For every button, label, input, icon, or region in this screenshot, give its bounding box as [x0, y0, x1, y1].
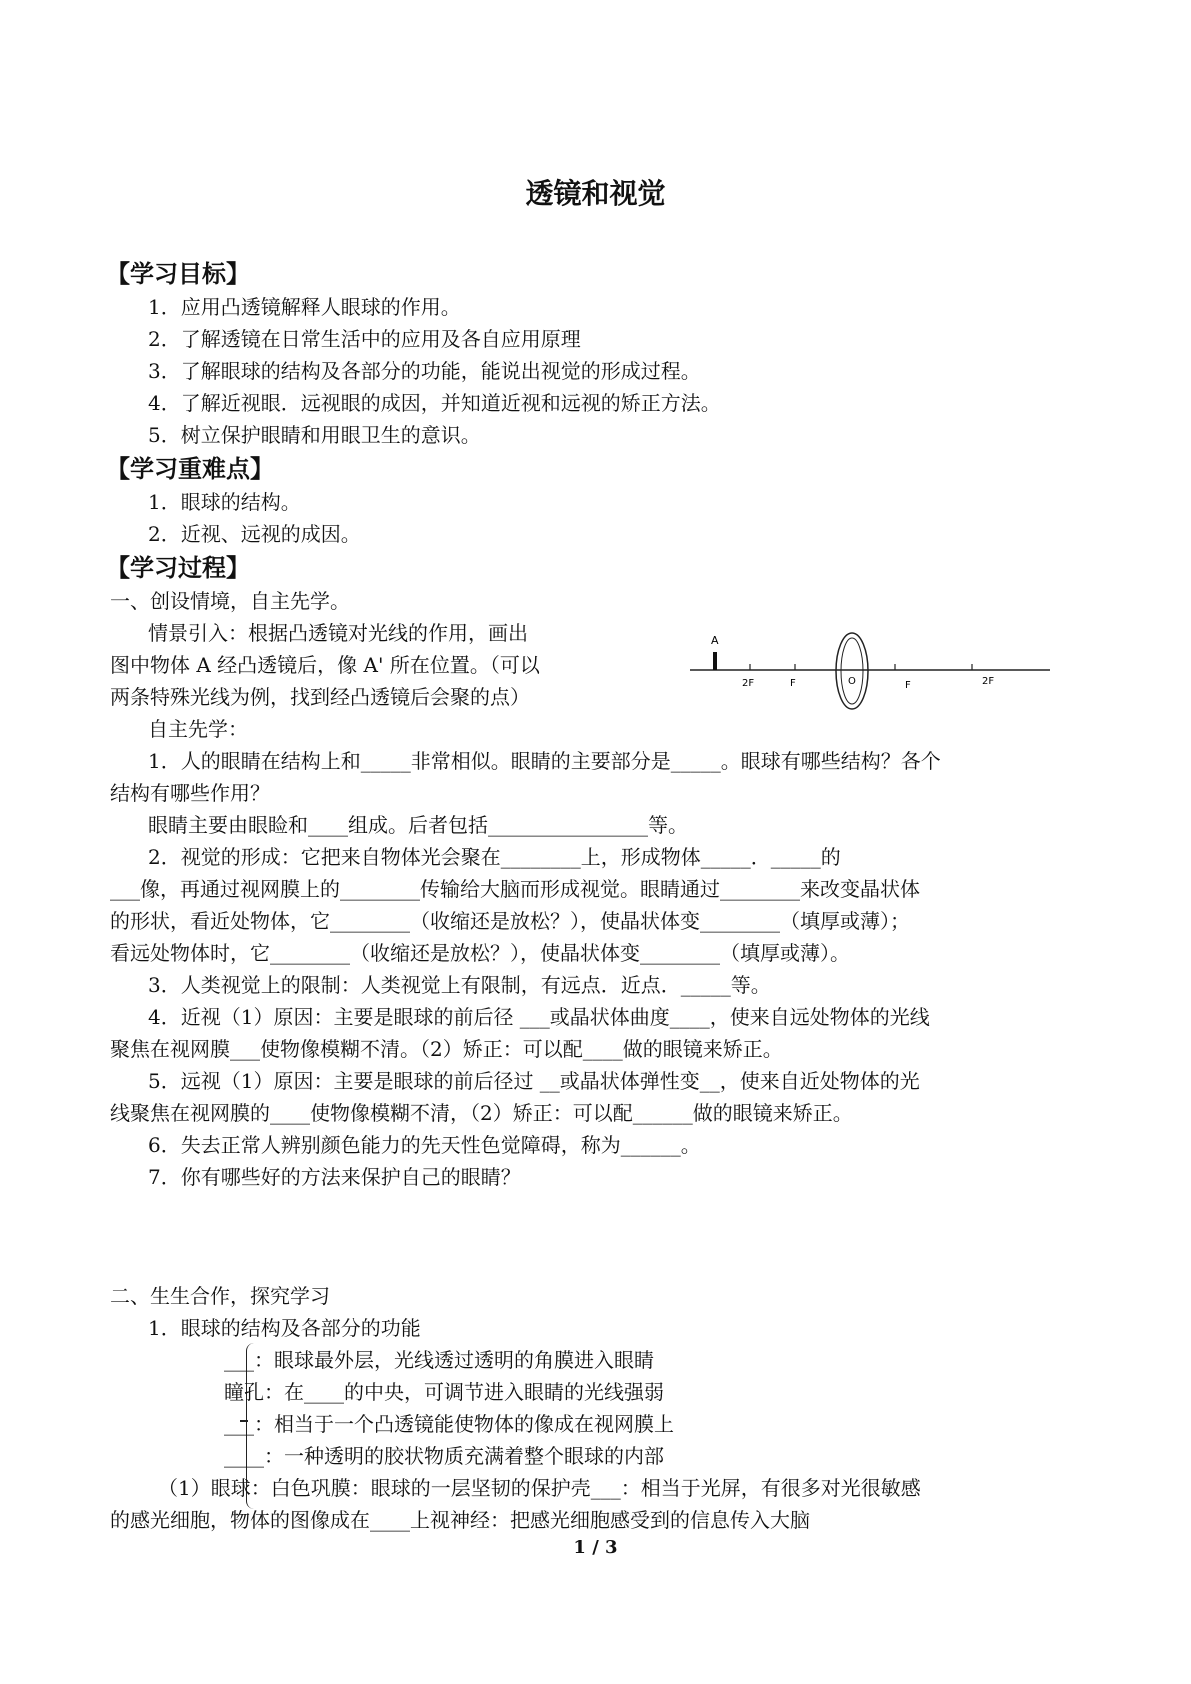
- part2-item: 1．眼球的结构及各部分的功能: [148, 1316, 421, 1340]
- label-2f-left: 2F: [742, 678, 755, 689]
- object-label: A: [711, 634, 719, 647]
- question-line: 聚焦在视网膜___使物像模糊不清。（2）矫正：可以配____做的眼镜来矫正。: [110, 1037, 783, 1061]
- goals-header: 【学习目标】: [106, 260, 250, 288]
- part2-heading: 二、生生合作，探究学习: [110, 1284, 330, 1308]
- key-header: 【学习重难点】: [106, 455, 274, 483]
- goal-item: 1．应用凸透镜解释人眼球的作用。: [148, 295, 461, 319]
- question-line: 线聚焦在视网膜的____使物像模糊不清，（2）矫正：可以配______做的眼镜来矫正。: [110, 1101, 853, 1125]
- process-header: 【学习过程】: [106, 554, 250, 582]
- self-study-label: 自主先学：: [148, 717, 248, 741]
- object-arrow: [713, 652, 717, 670]
- structure-row: ____：一种透明的胶状物质充满着整个眼球的内部: [224, 1444, 664, 1468]
- question-line: 6．失去正常人辨别颜色能力的先天性色觉障碍，称为______。: [148, 1133, 701, 1157]
- eyeball-line: （1）眼球：白色巩膜：眼球的一层坚韧的保护壳___：相当于光屏，有很多对光很敏感: [158, 1476, 921, 1500]
- question-line: 眼睛主要由眼睑和____组成。后者包括________________等。: [148, 813, 688, 837]
- question-line: 2．视觉的形成：它把来自物体光会聚在________上，形成物体_____．_____的: [148, 845, 841, 869]
- question-line: 4．近视（1）原因：主要是眼球的前后径 ___或晶状体曲度____，使来自远处物体的光线: [148, 1005, 930, 1029]
- label-2f-right: 2F: [982, 676, 995, 687]
- question-line: 看远处物体时，它________（收缩还是放松？），使晶状体变________（填厚或薄）。: [110, 941, 850, 965]
- intro-line: 图中物体 A 经凸透镜后，像 A' 所在位置。（可以: [110, 653, 540, 677]
- question-line: ___像，再通过视网膜上的________传输给大脑而形成视觉。眼睛通过________来改变晶状体: [110, 877, 920, 901]
- lens-diagram: [680, 626, 1060, 716]
- structure-row: ___：相当于一个凸透镜能使物体的像成在视网膜上: [224, 1412, 674, 1436]
- label-f-right: F: [905, 680, 911, 691]
- intro-line: 情景引入：根据凸透镜对光线的作用，画出: [148, 621, 528, 645]
- question-line: 3．人类视觉上的限制：人类视觉上有限制，有远点．近点．_____等。: [148, 973, 771, 997]
- goal-item: 4．了解近视眼．远视眼的成因，并知道近视和远视的矫正方法。: [148, 391, 721, 415]
- key-item: 1．眼球的结构。: [148, 490, 301, 514]
- part1-heading: 一、创设情境，自主先学。: [110, 589, 350, 613]
- convex-lens-inner: [841, 638, 863, 704]
- question-line: 5．远视（1）原因：主要是眼球的前后径过 __或晶状体弹性变__，使来自近处物体的光: [148, 1069, 920, 1093]
- page-number: 1 / 3: [573, 1537, 618, 1558]
- page-title: 透镜和视觉: [525, 177, 666, 210]
- goal-item: 3．了解眼球的结构及各部分的功能，能说出视觉的形成过程。: [148, 359, 701, 383]
- question-line: 1．人的眼睛在结构上和_____非常相似。眼睛的主要部分是_____。眼球有哪些结构？各个: [148, 749, 941, 773]
- question-line: 结构有哪些作用？: [110, 781, 270, 805]
- structure-row: ___：眼球最外层，光线透过透明的角膜进入眼睛: [224, 1348, 654, 1372]
- structure-row: 瞳孔：在____的中央，可调节进入眼睛的光线强弱: [224, 1380, 664, 1404]
- label-o: O: [848, 676, 856, 687]
- goal-item: 2．了解透镜在日常生活中的应用及各自应用原理: [148, 327, 581, 351]
- label-f-left: F: [790, 678, 796, 689]
- intro-line: 两条特殊光线为例，找到经凸透镜后会聚的点）: [110, 685, 530, 709]
- eyeball-line: 的感光细胞，物体的图像成在____上视神经：把感光细胞感受到的信息传入大脑: [110, 1508, 810, 1532]
- goal-item: 5．树立保护眼睛和用眼卫生的意识。: [148, 423, 481, 447]
- question-line: 的形状，看近处物体，它________（收缩还是放松？），使晶状体变________（填厚或薄）；: [110, 909, 910, 933]
- question-line: 7．你有哪些好的方法来保护自己的眼睛？: [148, 1165, 521, 1189]
- key-item: 2．近视、远视的成因。: [148, 522, 361, 546]
